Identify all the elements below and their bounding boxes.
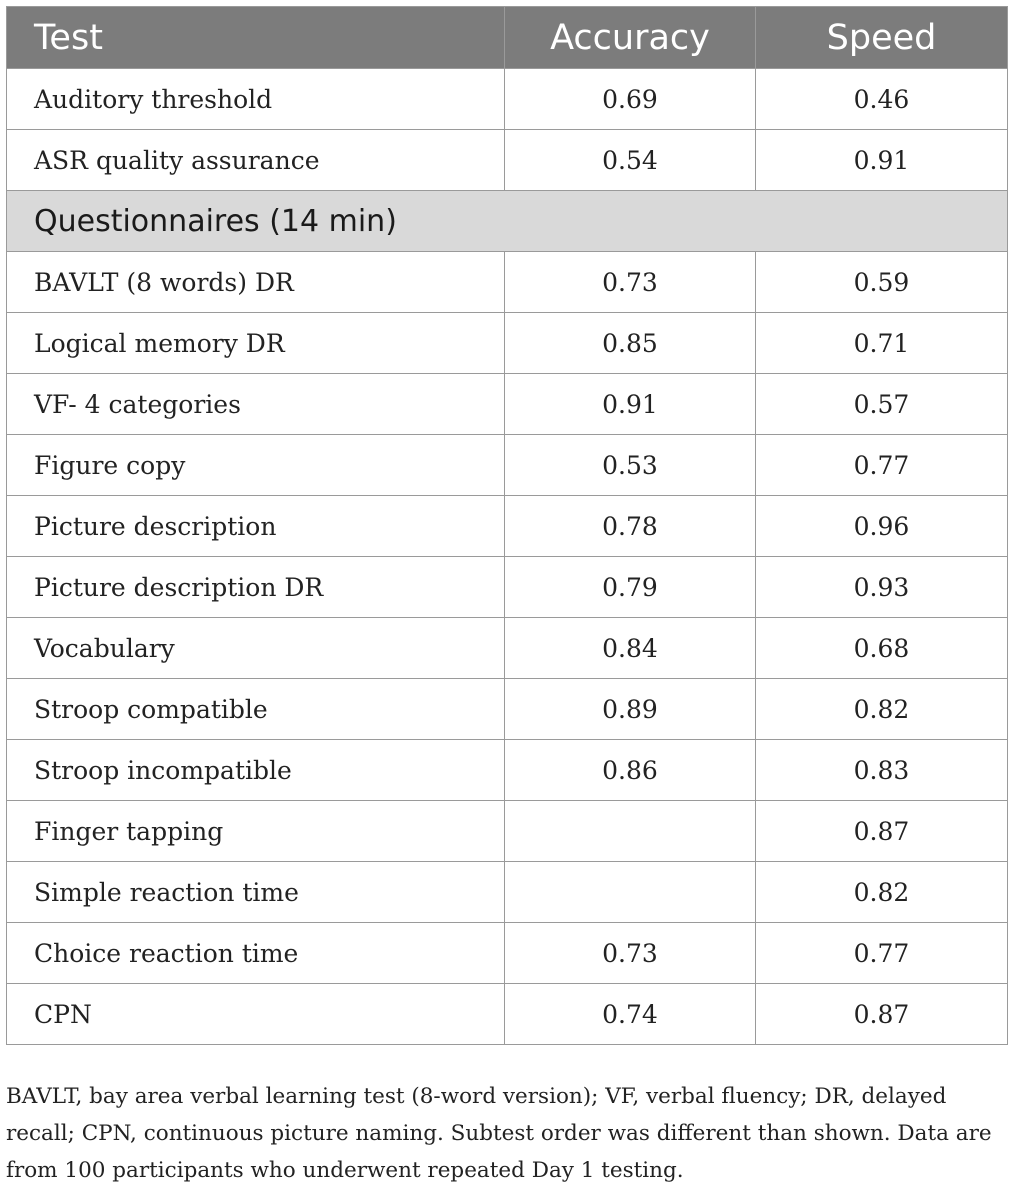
row-speed: 0.93 — [756, 557, 1008, 618]
table-header-row — [7, 7, 1008, 69]
table-row — [7, 679, 1008, 740]
table-row — [7, 740, 1008, 801]
row-test: ASR quality assurance — [7, 130, 505, 191]
row-accuracy: 0.84 — [505, 618, 756, 679]
row-test: Finger tapping — [7, 801, 505, 862]
table-footnote: BAVLT, bay area verbal learning test (8-word version); VF, verbal fluency; DR, delayed recall; CPN, continuous picture naming. Subtest order was different than shown. Data are from 100 participants who underwent repeated Day 1 testing. — [6, 1084, 992, 1183]
row-speed: 0.82 — [756, 862, 1008, 923]
table-row — [7, 618, 1008, 679]
row-speed: 0.91 — [756, 130, 1008, 191]
row-test: BAVLT (8 words) DR — [7, 252, 505, 313]
table-row — [7, 435, 1008, 496]
row-test: Stroop incompatible — [7, 740, 505, 801]
row-test: Stroop compatible — [7, 679, 505, 740]
row-test: Logical memory DR — [7, 313, 505, 374]
table-row — [7, 862, 1008, 923]
row-test: VF- 4 categories — [7, 374, 505, 435]
row-test: Choice reaction time — [7, 923, 505, 984]
row-test: Auditory threshold — [7, 69, 505, 130]
row-accuracy: 0.73 — [505, 252, 756, 313]
row-accuracy: 0.91 — [505, 374, 756, 435]
row-speed: 0.46 — [756, 69, 1008, 130]
section-row — [7, 191, 1008, 252]
row-test: CPN — [7, 984, 505, 1045]
row-test: Picture description — [7, 496, 505, 557]
row-accuracy: 0.86 — [505, 740, 756, 801]
row-speed: 0.57 — [756, 374, 1008, 435]
row-speed: 0.68 — [756, 618, 1008, 679]
row-speed: 0.87 — [756, 801, 1008, 862]
table-row — [7, 130, 1008, 191]
table-row — [7, 496, 1008, 557]
row-speed: 0.71 — [756, 313, 1008, 374]
row-test: Figure copy — [7, 435, 505, 496]
header-speed: Speed — [756, 7, 1008, 69]
header-accuracy: Accuracy — [505, 7, 756, 69]
row-speed: 0.59 — [756, 252, 1008, 313]
row-speed: 0.87 — [756, 984, 1008, 1045]
table-row — [7, 313, 1008, 374]
row-speed: 0.77 — [756, 923, 1008, 984]
table-row — [7, 557, 1008, 618]
row-test: Vocabulary — [7, 618, 505, 679]
header-test: Test — [7, 7, 505, 69]
row-accuracy: 0.74 — [505, 984, 756, 1045]
table-row — [7, 252, 1008, 313]
row-accuracy: 0.73 — [505, 923, 756, 984]
row-accuracy: 0.89 — [505, 679, 756, 740]
table-row — [7, 923, 1008, 984]
table-row — [7, 801, 1008, 862]
row-accuracy — [505, 862, 756, 923]
table-row — [7, 69, 1008, 130]
table-row — [7, 374, 1008, 435]
row-accuracy: 0.78 — [505, 496, 756, 557]
row-speed: 0.77 — [756, 435, 1008, 496]
row-test: Simple reaction time — [7, 862, 505, 923]
row-speed: 0.82 — [756, 679, 1008, 740]
row-accuracy: 0.85 — [505, 313, 756, 374]
row-test: Picture description DR — [7, 557, 505, 618]
section-title: Questionnaires (14 min) — [7, 191, 1008, 252]
results-table-container — [6, 6, 1007, 1045]
row-accuracy: 0.53 — [505, 435, 756, 496]
table-row — [7, 984, 1008, 1045]
row-speed: 0.96 — [756, 496, 1008, 557]
row-accuracy — [505, 801, 756, 862]
results-table — [6, 6, 1008, 1045]
row-accuracy: 0.79 — [505, 557, 756, 618]
row-accuracy: 0.54 — [505, 130, 756, 191]
row-speed: 0.83 — [756, 740, 1008, 801]
row-accuracy: 0.69 — [505, 69, 756, 130]
